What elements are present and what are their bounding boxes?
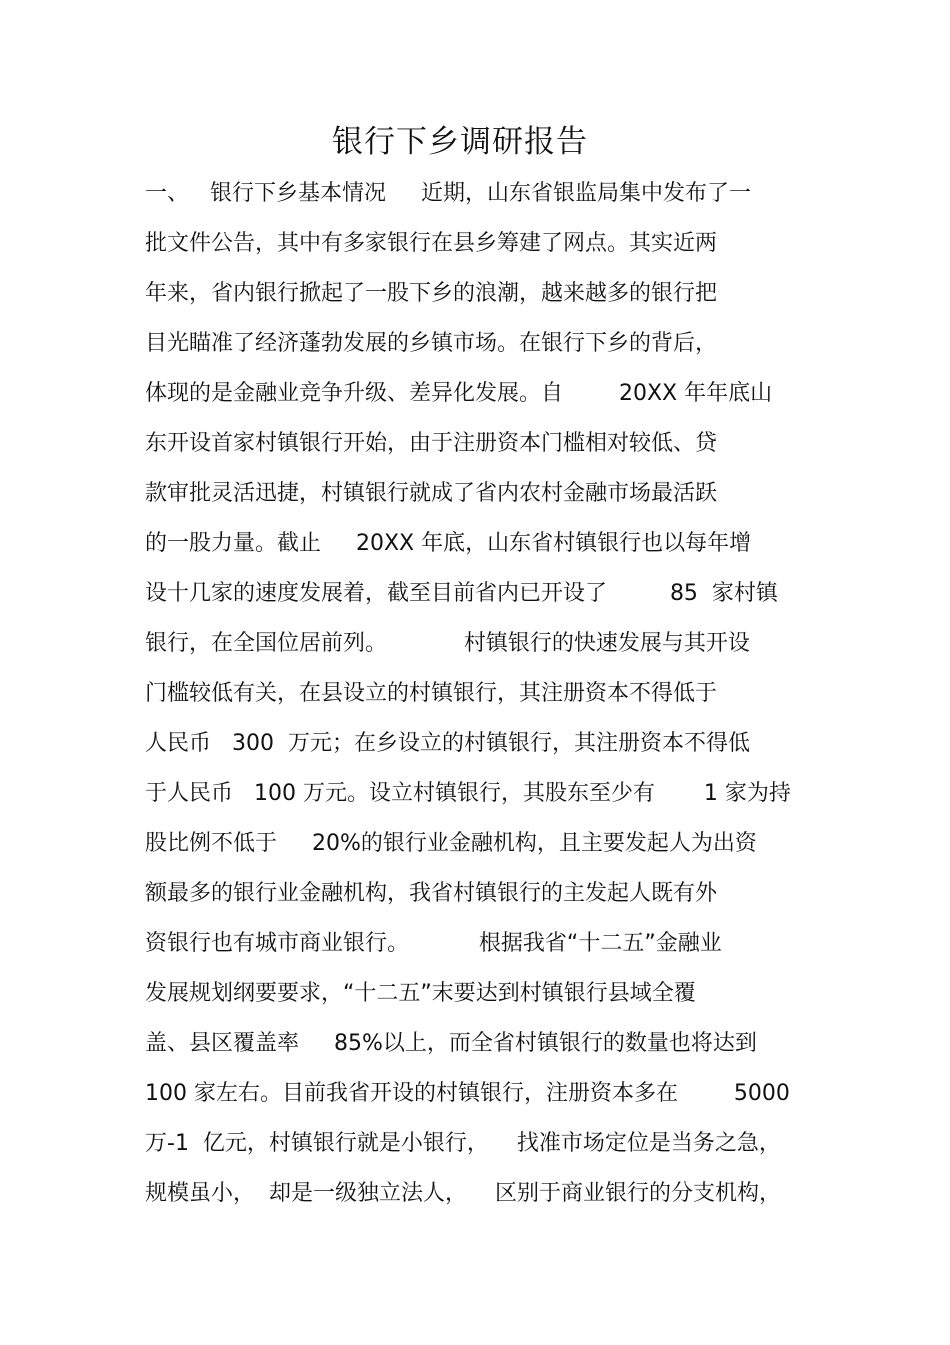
text-line: 发展规划纲要要求，“十二五”末要达到村镇银行县域全覆 [145,981,696,1006]
text-line: 资银行也有城市商业银行。 根据我省“十二五”金融业 [145,931,722,956]
text-line: 额最多的银行业金融机构，我省村镇银行的主发起人既有外 [145,881,718,906]
text-line: 东开设首家村镇银行开始，由于注册资本门槛相对较低、贷 [145,431,718,456]
text-line: 规模虽小， 却是一级独立法人， 区别于商业银行的分支机构， [145,1181,781,1206]
text-line: 于人民币 100 万元。设立村镇银行，其股东至少有 1 家为持 [145,781,791,806]
text-line: 盖、县区覆盖率 85%以上，而全省村镇银行的数量也将达到 [145,1031,757,1056]
text-line: 的一股力量。截止 20XX 年底，山东省村镇银行也以每年增 [145,531,752,556]
text-line: 100 家左右。目前我省开设的村镇银行，注册资本多在 5000 [145,1081,790,1106]
body-text [145,172,825,1222]
text-line: 股比例不低于 20%的银行业金融机构，且主要发起人为出资 [145,831,757,856]
text-line: 年来，省内银行掀起了一股下乡的浪潮，越来越多的银行把 [145,281,718,306]
text-line: 体现的是金融业竞争升级、差异化发展。自 20XX 年年底山 [145,381,773,406]
document-title: 银行下乡调研报告 [332,124,588,160]
text-line: 款审批灵活迅捷，村镇银行就成了省内农村金融市场最活跃 [145,481,718,506]
text-line: 人民币 300 万元；在乡设立的村镇银行，其注册资本不得低 [145,731,750,756]
text-line: 门槛较低有关，在县设立的村镇银行，其注册资本不得低于 [145,681,718,706]
text-line: 银行，在全国位居前列。 村镇银行的快速发展与其开设 [145,631,750,656]
text-line: 设十几家的速度发展着，截至目前省内已开设了 85 家村镇 [145,581,778,606]
text-line: 批文件公告，其中有多家银行在县乡筹建了网点。其实近两 [145,231,718,256]
text-line: 一、 银行下乡基本情况 近期，山东省银监局集中发布了一 [145,181,751,206]
text-line: 万-1 亿元，村镇银行就是小银行， 找准市场定位是当务之急， [145,1131,781,1156]
text-line: 目光瞄准了经济蓬勃发展的乡镇市场。在银行下乡的背后， [145,331,718,356]
